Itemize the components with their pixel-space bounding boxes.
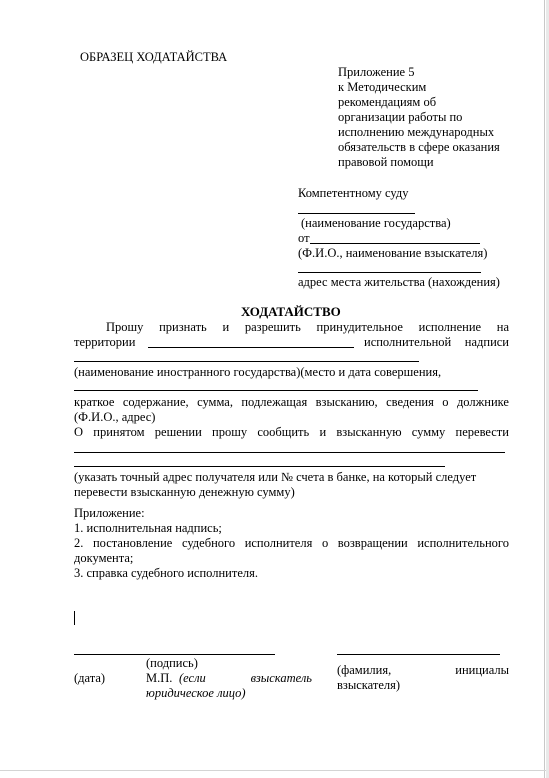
appendix-line: Приложение 5: [338, 65, 415, 79]
attachment-item-2: [74, 536, 509, 551]
request-line-1: [106, 320, 509, 335]
word: должнике: [456, 395, 509, 409]
word: исполнение: [418, 320, 482, 334]
stamp-label: М.П.: [146, 671, 173, 685]
word: и: [319, 425, 327, 439]
from-prefix: от: [298, 231, 310, 245]
debtor-hint: (Ф.И.О., адрес): [74, 410, 156, 424]
word: решении: [154, 425, 202, 439]
name-hint-cont: взыскателя): [337, 678, 401, 692]
appendix-line: организации работы по: [338, 110, 463, 124]
appendix-line: исполнению международных: [338, 125, 495, 139]
court-addressee: Компетентному суду: [298, 186, 409, 200]
word: исполнительного: [417, 536, 509, 550]
petition-title: ХОДАТАЙСТВО: [241, 304, 341, 319]
word: о: [442, 395, 449, 409]
word: сумму: [411, 425, 446, 439]
word: взысканию,: [315, 395, 378, 409]
foreign-state-hint: (наименование иностранного государства)(место и дата совершения,: [74, 365, 442, 379]
transfer-blank-2[interactable]: [74, 466, 445, 467]
foreign-state-blank[interactable]: [74, 361, 419, 362]
content-blank[interactable]: [74, 390, 478, 391]
name-hint: [337, 663, 509, 678]
word: на: [496, 320, 509, 334]
notify-line: [74, 425, 509, 440]
word: о: [321, 536, 329, 550]
appendix-line: правовой помощи: [338, 155, 434, 169]
word: разрешить: [244, 320, 301, 334]
word: инициалы: [455, 663, 509, 677]
territory-blank[interactable]: [148, 347, 354, 348]
word: взыскатель: [250, 671, 312, 685]
claimant-hint: (Ф.И.О., наименование взыскателя): [298, 246, 488, 260]
attachment-item-2-cont: документа;: [74, 551, 134, 565]
sample-title: ОБРАЗЕЦ ХОДАТАЙСТВА: [80, 50, 228, 64]
date-signature-blank[interactable]: [74, 654, 275, 655]
word: возвращении: [337, 536, 408, 550]
word: подлежащая: [241, 395, 308, 409]
word: Прошу: [106, 320, 144, 334]
court-state-blank[interactable]: [298, 213, 415, 214]
attachment-item-1: 1. исполнительная надпись;: [74, 521, 222, 535]
appendix-line: обязательств в сфере оказания: [338, 140, 500, 154]
territory-label: территории: [74, 335, 136, 349]
name-blank[interactable]: [337, 654, 500, 655]
transfer-blank-1[interactable]: [74, 452, 505, 453]
word: постановление: [92, 536, 173, 550]
claimant-blank[interactable]: [310, 243, 480, 244]
appendix-line: к Методическим: [338, 80, 427, 94]
content-hint: [74, 395, 509, 410]
word: исполнителя: [244, 536, 313, 550]
word: надписи: [464, 335, 509, 349]
word: сведения: [386, 395, 434, 409]
word: О: [74, 425, 84, 439]
state-hint: (наименование государства): [301, 216, 451, 230]
word: и: [222, 320, 230, 334]
stamp-note-cont: юридическое лицо): [146, 686, 246, 700]
word: принудительное: [316, 320, 403, 334]
word: принятом: [93, 425, 145, 439]
attachments-heading: Приложение:: [74, 506, 145, 520]
word: содержание,: [122, 395, 189, 409]
word: 2.: [74, 536, 84, 550]
date-label: (дата): [74, 671, 106, 685]
text-cursor: [74, 611, 75, 625]
word: (фамилия,: [337, 663, 392, 677]
word: признать: [159, 320, 207, 334]
word: взысканную: [336, 425, 402, 439]
word: сумма,: [197, 395, 233, 409]
exec-inscription-label: [364, 335, 509, 350]
word: сообщить: [257, 425, 310, 439]
word: (если: [179, 671, 206, 685]
signature-label: (подпись): [146, 656, 198, 670]
word: перевести: [455, 425, 509, 439]
word: судебного: [181, 536, 236, 550]
appendix-line: рекомендациям об: [338, 95, 437, 109]
word: краткое: [74, 395, 115, 409]
word: исполнительной: [364, 335, 452, 349]
address-hint: адрес места жительства (нахождения): [298, 275, 500, 289]
word: прошу: [212, 425, 248, 439]
account-hint-2: перевести взысканную денежную сумму): [74, 485, 295, 499]
address-blank[interactable]: [298, 272, 481, 273]
attachment-item-3: 3. справка судебного исполнителя.: [74, 566, 258, 580]
page-bottom-edge: [0, 770, 546, 771]
stamp-note: [179, 671, 312, 686]
account-hint-1: (указать точный адрес получателя или № счета в банке, на который следует: [74, 470, 477, 484]
page-right-edge: [544, 0, 545, 778]
